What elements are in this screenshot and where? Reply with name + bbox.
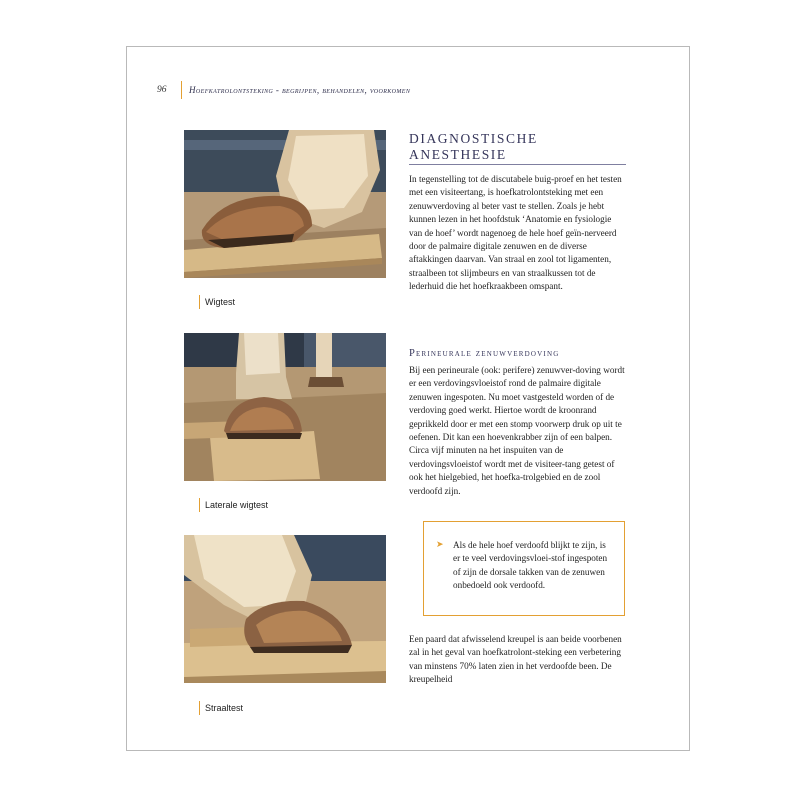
running-head [157, 80, 410, 100]
callout-text: Als de hele hoef verdoofd blijkt te zijn, is er te veel verdovingsvloei-stof ingespoten of zijn de dorsale takken van de zenuwen onbedoeld ook verdoofd. [453, 540, 608, 591]
subsection-paragraph [409, 364, 626, 514]
intro-paragraph [409, 173, 626, 345]
section-heading [409, 131, 626, 163]
intro-text: In tegenstelling tot de discutabele buig-proef en het testen met een visiteertang, is hoefkatrolontsteking met een zenuwverdoving al beter vast te stellen. Zoals je hebt kunnen lezen in het hoofdstuk ‘Anatomie en fysiologie van de hoef’ wordt nagenoeg de hele hoef geïn-nerveerd door de palmaire digitale zenuwen en de diverse aftakkingen daarvan. Van straal en zool tot ligamenten, straalbeen tot slijmbeurs en van straalkussen tot de lederhuid die het hoefkraakbeen omspant. [409, 174, 622, 292]
photo-caption: Laterale wigtest [199, 498, 268, 512]
photo-caption: Wigtest [199, 295, 235, 309]
running-head-divider [181, 81, 182, 99]
section-heading-line1: DIAGNOSTISCHE [409, 131, 538, 146]
section-heading-line2: ANESTHESIE [409, 147, 507, 162]
closing-text: Een paard dat afwisselend kreupel is aan beide voorbenen zal in het geval van hoefkatrolont-steking een verbetering van minstens 70% laten zien in het verdoofde been. De kreupelheid [409, 634, 622, 685]
callout-box [423, 521, 625, 616]
photo-wigtest [184, 130, 386, 278]
photo-caption: Straaltest [199, 701, 243, 715]
photo-laterale-wigtest [184, 333, 386, 481]
photo-straaltest [184, 535, 386, 683]
subsection-text: Bij een perineurale (ook: perifere) zenuwver-doving wordt er een verdovingsvloeistof rond de palmaire digitale zenuwen ingespoten. Nu moet vastgesteld worden of de verdoving goed werkt. Hiertoe wordt de kroonrand geprikkeld door er met een stomp voorwerp druk op uit te oefenen. Dit kan een hoevenkrabber zijn of een balpen. Circa vijf minuten na het inspuiten van de verdovingsvloeistof wordt met de visiteer-tang getest of ook het hielgebied, het hoefka-trolgebied en de zool verdoofd zijn. [409, 365, 625, 496]
running-head-title: Hoefkatrolontsteking - begrijpen, behandelen, voorkomen [189, 85, 411, 95]
subsection-heading: Perineurale zenuwverdoving [409, 348, 560, 359]
page-number: 96 [157, 85, 167, 95]
heading-rule [409, 164, 626, 165]
book-page [126, 46, 690, 751]
closing-paragraph [409, 633, 626, 693]
arrow-right-icon: ➤ [436, 540, 444, 550]
